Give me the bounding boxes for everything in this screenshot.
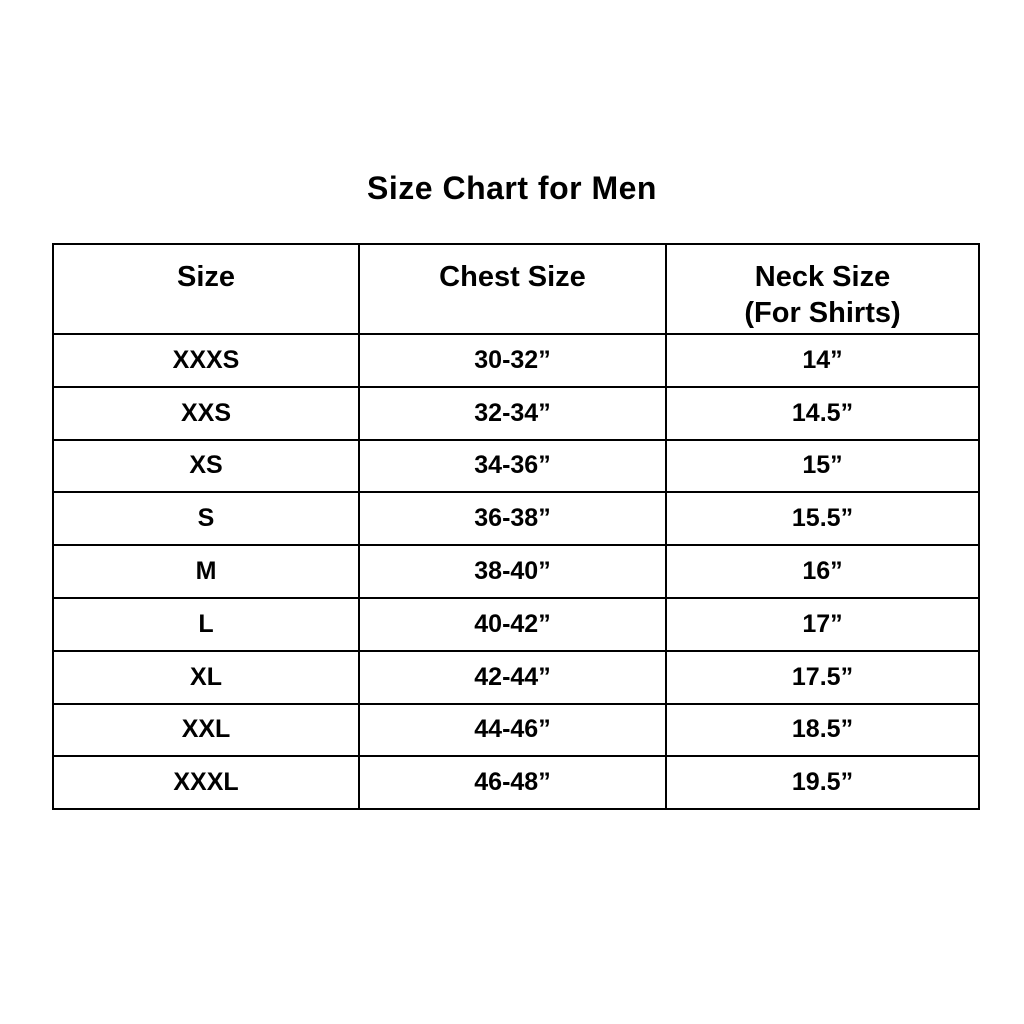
size-cell: L bbox=[53, 598, 359, 651]
neck-cell: 17” bbox=[666, 598, 979, 651]
neck-cell: 17.5” bbox=[666, 651, 979, 704]
size-chart-table bbox=[52, 243, 980, 810]
size-cell: XXL bbox=[53, 704, 359, 757]
size-cell: S bbox=[53, 492, 359, 545]
column-header-chest-size: Chest Size bbox=[359, 244, 666, 334]
neck-cell: 18.5” bbox=[666, 704, 979, 757]
table-row bbox=[53, 756, 979, 809]
column-header-neck-size-line1: Neck Size bbox=[754, 261, 891, 293]
table-row bbox=[53, 598, 979, 651]
size-cell: XS bbox=[53, 440, 359, 493]
chest-cell: 46-48” bbox=[359, 756, 666, 809]
neck-cell: 19.5” bbox=[666, 756, 979, 809]
chest-cell: 32-34” bbox=[359, 387, 666, 440]
table-row bbox=[53, 545, 979, 598]
size-cell: XXXS bbox=[53, 334, 359, 387]
table-row bbox=[53, 387, 979, 440]
neck-cell: 15” bbox=[666, 440, 979, 493]
chest-cell: 40-42” bbox=[359, 598, 666, 651]
chest-cell: 30-32” bbox=[359, 334, 666, 387]
neck-cell: 16” bbox=[666, 545, 979, 598]
chest-cell: 42-44” bbox=[359, 651, 666, 704]
size-cell: M bbox=[53, 545, 359, 598]
neck-cell: 15.5” bbox=[666, 492, 979, 545]
table-row bbox=[53, 440, 979, 493]
column-header-neck-size bbox=[666, 244, 979, 334]
column-header-neck-size-line2: (For Shirts) bbox=[744, 297, 901, 329]
size-cell: XXXL bbox=[53, 756, 359, 809]
table-row bbox=[53, 334, 979, 387]
chest-cell: 34-36” bbox=[359, 440, 666, 493]
table-row bbox=[53, 704, 979, 757]
neck-cell: 14” bbox=[666, 334, 979, 387]
column-header-size: Size bbox=[53, 244, 359, 334]
page-title: Size Chart for Men bbox=[367, 170, 657, 206]
header-row bbox=[53, 244, 979, 334]
neck-cell: 14.5” bbox=[666, 387, 979, 440]
table-row bbox=[53, 651, 979, 704]
chest-cell: 44-46” bbox=[359, 704, 666, 757]
size-cell: XL bbox=[53, 651, 359, 704]
chest-cell: 36-38” bbox=[359, 492, 666, 545]
size-cell: XXS bbox=[53, 387, 359, 440]
chest-cell: 38-40” bbox=[359, 545, 666, 598]
table-row bbox=[53, 492, 979, 545]
